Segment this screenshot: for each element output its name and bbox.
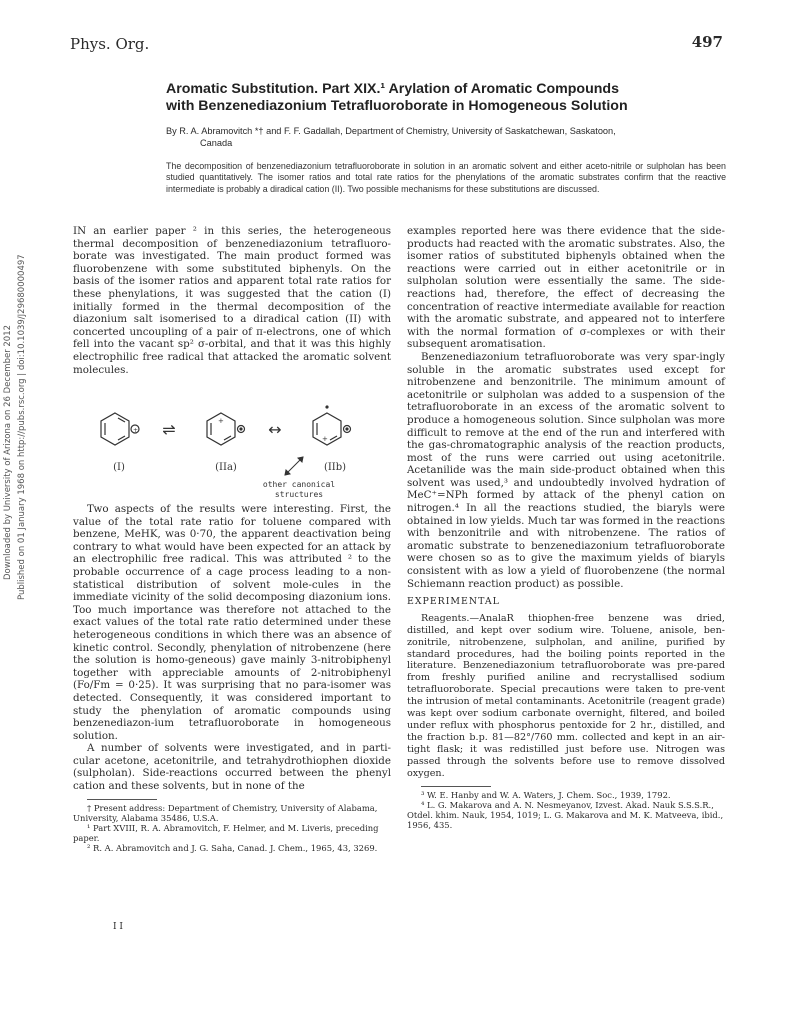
double-arrow-icon bbox=[285, 457, 303, 475]
authors-line-1: By R. A. Abramovitch *† and F. F. Gadallah, Department of Chemistry, University of Saskatchewan, Saskatoon, bbox=[166, 126, 616, 136]
experimental-heading: EXPERIMENTAL bbox=[407, 596, 500, 608]
page-number: 497 bbox=[691, 33, 723, 51]
benzene-ring-I-icon bbox=[101, 413, 139, 445]
footnote-4: ⁴ L. G. Makarova and A. N. Nesmeyanov, Izvest. Akad. Nauk S.S.S.R., Otdel. khim. Nauk, 1954, 1019; L. G. Makarova and M. K. Matveeva, ibid., 1956, 435. bbox=[407, 799, 724, 831]
article-title bbox=[166, 81, 736, 115]
label-IIb: (IIb) bbox=[323, 462, 347, 473]
equilibrium-arrow: ⇌ bbox=[162, 420, 176, 439]
footnote-2: ² R. A. Abramovitch and J. G. Saha, Canad. J. Chem., 1965, 43, 3269. bbox=[87, 843, 378, 854]
resonance-arrow: ↔ bbox=[268, 420, 282, 439]
abstract: The decomposition of benzenediazonium tetrafluoroborate in solution in an aromatic solvent and either aceto-nitrile or sulpholan has been studied quantitatively. The isomer ratios and total rate ratios for the phenylations of the aromatic substrates confirm that the reactive intermediate is probably a diradical cation (II). Two possible mechanisms for these substitutions are discussed. bbox=[166, 161, 726, 194]
footnote-3: ³ W. E. Hanby and W. A. Waters, J. Chem. Soc., 1939, 1792. bbox=[421, 789, 671, 800]
other-canonical-line2: structures bbox=[274, 490, 324, 499]
svg-text:+: + bbox=[322, 435, 328, 443]
svg-text:+: + bbox=[218, 417, 224, 425]
label-IIa: (IIa) bbox=[215, 462, 237, 473]
running-head-journal: Phys. Org. bbox=[70, 35, 150, 53]
solubility-paragraph: Benzenediazonium tetrafluoroborate was very spar-ingly soluble in the aromatic substrates used except for nitrobenzene and benzonitrile. The minimum amount of acetonitrile or sulpholan was added to a suspension of the tetrafluoroborate in an excess of the aromatic solvent to produce a homogeneous solution. Since sulpholan was more difficult to remove at the end of the run and interfered with the gas-chromatographic analysis of the reaction products, most of the runs were carried out using acetonitrile. Acetanilide was the main side-product obtained when this solvent was used,³ and undoubtedly involved hydration of MeC⁺=NPh formed by attack of the phenyl cation on nitrogen.⁴ In all the reactions studied, the biaryls were obtained in low yields. Much tar was formed in the reactions with benzonitrile and with nitrobenzene. The ratios of aromatic substrate to benzenediazonium tetrafluoroborate were chosen so as to give the maximum yields of biaryls consistent with as low a yield of fluorobenzene (the normal Schiemann reaction product) as possible. bbox=[407, 350, 725, 590]
footnote-1: ¹ Part XVIII, R. A. Abramovitch, F. Helmer, and M. Liveris, preceding paper. bbox=[73, 823, 379, 844]
sidebar-downloaded: Downloaded by University of Arizona on 26 December 2012 bbox=[3, 324, 13, 580]
footnote-rule bbox=[87, 799, 157, 800]
right-column bbox=[407, 225, 725, 830]
page-signature: I I bbox=[113, 922, 123, 932]
footnote-dagger: † Present address: Department of Chemistry, University of Alabama, University, Alabama 35486, U.S.A. bbox=[73, 802, 378, 823]
intro-paragraph: IN an earlier paper ² in this series, the heterogeneous thermal decomposition of benzenediazonium tetrafluoro-borate was investigated. The main product formed was fluorobenzene with some substituted biphenyls. On the basis of the isomer ratios and apparent total rate ratios for these phenylations, it was suggested that the cation (I) initially formed in the thermal decomposition of the diazonium salt isomerised to a diradical cation (II) with concerted uncoupling of a pair of π-electrons, one of which fell into the vacant sp² σ-orbital, and that it was this highly electrophilic free radical that attacked the aromatic solvent molecules. bbox=[73, 225, 391, 376]
title-line-2: with Benzenediazonium Tetrafluoroborate in Homogeneous Solution bbox=[166, 98, 628, 114]
authors-line-2: Canada bbox=[200, 138, 233, 148]
footnote-rule-right bbox=[421, 786, 491, 787]
title-line-1: Aromatic Substitution. Part XIX.¹ Arylation of Aromatic Compounds bbox=[166, 81, 619, 97]
other-canonical-line1: other canonical bbox=[262, 480, 336, 489]
continuation-paragraph: examples reported here was there evidence that the side-products had reacted with the aromatic substrates. Also, the isomer ratios of substituted biphenyls obtained when the reactions were carried out in either acetonitrile or in sulpholan solution were essentially the same. The side-reactions had, therefore, the effect of decreasing the concentration of reactive intermediate available for reaction with the aromatic substrate, and appeared not to interfere with the normal formation of σ-complexes or with their subsequent aromatisation. bbox=[407, 225, 725, 351]
solvents-paragraph: A number of solvents were investigated, and in parti-cular acetone, acetonitrile, and tetrahydrothiophen dioxide (sulpholan). Side-reactions occurred between the phenyl cation and these solvents, but in none of the bbox=[73, 742, 391, 793]
reaction-scheme bbox=[73, 405, 391, 500]
reagents-paragraph: Reagents.—AnalaR thiophen-free benzene was dried, distilled, and kept over sodium wire. Toluene, anisole, ben-zonitrile, nitrobenzene, sulpholan, and aniline, purified by standard procedures, had the boiling points reported in the literature. Benzenediazonium tetrafluoroborate was pre-pared from freshly purified aniline and recrystallised sodium tetrafluoroborate. Special precautions were taken to pre-vent the intrusion of metal contaminants. Acetonitrile (reagent grade) was kept over sodium carbonate overnight, filtered, and boiled under reflux with phosphorus pentoxide for 2 hr., distilled, and the fraction b.p. 81—82°/760 mm. collected and kept in an air-tight flask; it was redistilled just before use. Nitrogen was passed through the solvents before use to remove dissolved oxygen. bbox=[407, 612, 725, 779]
sidebar-published[interactable]: Published on 01 January 1968 on http://pubs.rsc.org | doi:10.1039/J29680000497 bbox=[17, 254, 27, 600]
left-column-bottom bbox=[73, 503, 391, 854]
author-line bbox=[166, 125, 726, 149]
label-I: (I) bbox=[113, 462, 125, 473]
benzene-ring-IIa-icon bbox=[207, 413, 245, 445]
svg-text:+: + bbox=[133, 427, 139, 434]
benzene-ring-IIb-icon bbox=[313, 406, 351, 445]
results-paragraph: Two aspects of the results were interesting. First, the value of the total rate ratio for toluene compared with benzene, MeHK, was 0·70, the apparent deactivation being contrary to what would have been expected for an attack by an electrophilic free radical. This was attributed ² to the probable occurrence of a cage process leading to a non-statistical distribution of solvent mole-cules in the immediate vicinity of the solid decomposing diazonium ions. Too much importance was therefore not attached to the exact values of the total rate ratio determined under these heterogeneous conditions in which there was an absence of kinetic control. Secondly, phenylation of nitrobenzene (here the solution is homo-geneous) gave mainly 3-nitrobiphenyl together with appreciable amounts of 2-nitrobiphenyl (Fo/Fm = 0·25). It was surprising that no para-isomer was detected. Consequently, it was considered important to study the phenylation of aromatic compounds using benzenediazon-ium tetrafluoroborate in homogeneous solution. bbox=[73, 503, 391, 742]
left-column-top bbox=[73, 225, 391, 376]
